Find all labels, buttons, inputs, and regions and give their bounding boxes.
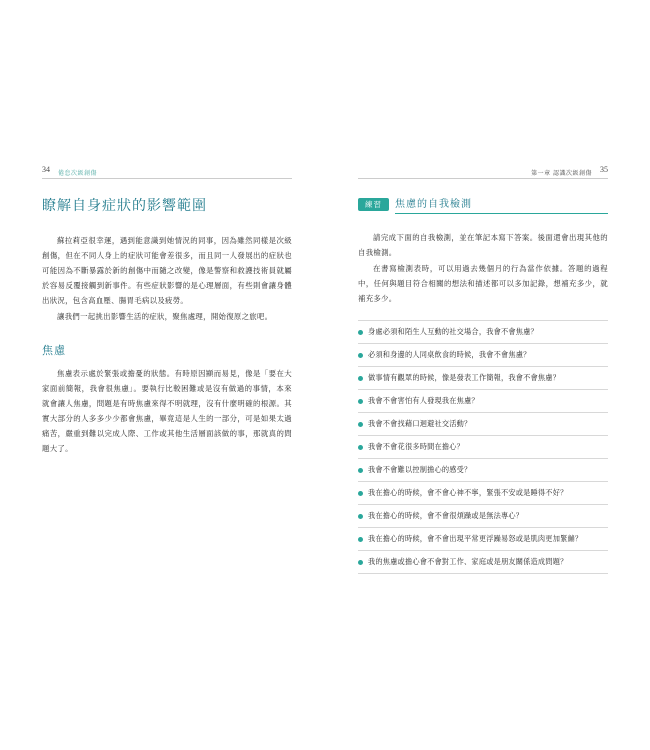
list-item-label: 身處必須和陌生人互動的社交場合，我會不會焦慮？ bbox=[368, 327, 538, 336]
bullet-icon bbox=[358, 422, 363, 427]
list-item bbox=[358, 390, 608, 413]
divider-left bbox=[42, 178, 292, 179]
list-item-label: 我的焦慮或擔心會不會對工作、家庭或是朋友關係造成問題？ bbox=[368, 557, 568, 566]
list-item bbox=[358, 551, 608, 574]
bullet-icon bbox=[358, 514, 363, 519]
bullet-icon bbox=[358, 468, 363, 473]
bullet-icon bbox=[358, 399, 363, 404]
list-item-label: 我在擔心的時候，會不會很煩躁或是無法專心？ bbox=[368, 511, 524, 520]
running-head-left: 倦怠次級創傷 bbox=[58, 170, 98, 177]
bullet-icon bbox=[358, 445, 363, 450]
folio-left: 34 bbox=[42, 165, 50, 174]
list-item bbox=[358, 459, 608, 482]
page-right bbox=[358, 195, 608, 574]
exercise-header bbox=[358, 195, 608, 214]
checklist bbox=[358, 320, 608, 574]
page-title: 瞭解自身症狀的影響範圍 bbox=[42, 198, 207, 214]
folio-right: 35 bbox=[600, 165, 608, 174]
list-item bbox=[358, 436, 608, 459]
page-left bbox=[42, 195, 292, 457]
list-item-label: 做事情有觀眾的時候，像是發表工作簡報，我會不會焦慮？ bbox=[368, 373, 561, 382]
running-head-right: 第一章 認識次級創傷 bbox=[531, 170, 592, 177]
bullet-icon bbox=[358, 560, 363, 565]
body-paragraph: 焦慮表示處於緊張或擔憂的狀態。有時原因顯而易見，像是「要在大家面前簡報，我會很焦慮」。要執行比較困難或是沒有做過的事情，本來就會讓人焦慮，問題是有時焦慮來得不明就理，沒有什麼明確的根源。其實大部分的人多多少少都會焦慮，畢竟這是人生的一部分，可是如果太過痛苦，嚴重到難以完成人際、工作或其他生活層面該做的事，那就真的問題大了。 bbox=[42, 369, 292, 453]
body-paragraph: 蘇拉莉亞很幸運，遇到能意識到她情況的同事，因為雖然同樣是次級創傷，但在不同人身上的症狀可能會差很多，而且同一人發展出的症狀也可能因為不斷暴露於新的創傷中而隨之改變，像是警察和救護技術員就屬於容易反覆接觸到新事件。有些症狀影響的是心理層面，有些則會讓身體出狀況，包含高血壓、腸胃毛病以及疲勞。 bbox=[42, 236, 292, 305]
bullet-icon bbox=[358, 330, 363, 335]
list-item bbox=[358, 413, 608, 436]
list-item-label: 我會不會花很多時間在擔心？ bbox=[368, 442, 465, 451]
list-item bbox=[358, 320, 608, 344]
exercise-badge: 練習 bbox=[358, 198, 389, 212]
list-item bbox=[358, 482, 608, 505]
list-item bbox=[358, 344, 608, 367]
list-item-label: 我會不會找藉口迴避社交活動？ bbox=[368, 419, 472, 428]
section-heading: 焦慮 bbox=[42, 344, 66, 357]
bullet-icon bbox=[358, 491, 363, 496]
list-item-label: 我在擔心的時候，會不會心神不寧，緊張不安或是睡得不好？ bbox=[368, 488, 568, 497]
exercise-intro: 在書寫檢測表時，可以用過去幾個月的行為當作依據。答題的過程中，任何與題目符合相關的想法和描述都可以多加記錄，想補充多少，就補充多少。 bbox=[358, 264, 608, 303]
bullet-icon bbox=[358, 537, 363, 542]
body-paragraph: 讓我們一起挑出影響生活的症狀，聚焦處理，開始復原之旅吧。 bbox=[57, 312, 273, 321]
divider-right bbox=[358, 178, 608, 179]
list-item bbox=[358, 367, 608, 390]
bullet-icon bbox=[358, 376, 363, 381]
list-item-label: 我在擔心的時候，會不會出現平常更浮躁易怒或是肌肉更加緊繃？ bbox=[368, 534, 583, 543]
bullet-icon bbox=[358, 353, 363, 358]
list-item-label: 必須和身邊的人同桌飲食的時候，我會不會焦慮？ bbox=[368, 350, 531, 359]
list-item-label: 我會不會害怕有人發現我在焦慮？ bbox=[368, 396, 479, 405]
exercise-intro: 請完成下面的自我檢測，並在筆記本寫下答案。後面還會出現其他的自我檢測。 bbox=[358, 233, 608, 257]
exercise-title: 焦慮的自我檢測 bbox=[395, 195, 608, 214]
list-item bbox=[358, 505, 608, 528]
list-item-label: 我會不會難以控制擔心的感受？ bbox=[368, 465, 472, 474]
list-item bbox=[358, 528, 608, 551]
